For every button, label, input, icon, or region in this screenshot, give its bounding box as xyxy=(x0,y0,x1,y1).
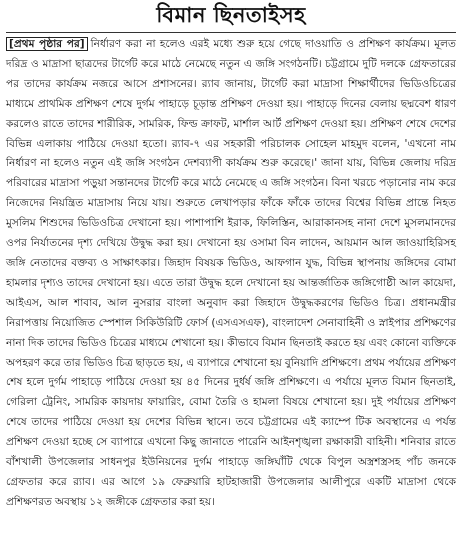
article-body xyxy=(6,35,456,513)
article-text: নির্ধারণ করা না হলেও এরই মধ্যে শুরু হয়ে গেছে দাওয়াতি ও প্রশিক্ষণ কার্যক্রম। মূলত দরিদ্র ও মাদ্রাসা ছাত্রদের টার্গেট করে মাঠে নেমেছে নতুন এ জঙ্গি সংগঠনটি। চট্টগ্রামে দুটি দলকে গ্রেফতারের পর তাদের কার্যক্রম নজরে আসে প্রশাসনের। র‌্যাব জানায়, টার্গেট করা মাদ্রাসা শিক্ষার্থীদের ভিডিওচিত্রের মাধ্যমে প্রাথমিক প্রশিক্ষণ শেষে দুর্গম পাহাড়ে চূড়ান্ত প্রশিক্ষণ দেওয়া হয়। পাহাড়ে দিনের বেলায় ছদ্মবেশ ধারণ করলেও রাতে তাদের শারীরিক, সামরিক, ফিল্ড ক্রাফট, মার্শাল আর্ট প্রশিক্ষণ দেওয়া হয়। প্রশিক্ষণ শেষে দেশের বিভিন্ন এলাকায় পাঠিয়ে দেওয়া হতো। র‌্যাব-৭ এর সহকারী পরিচালক সোহেল মাহমুদ বলেন, 'এখনো নাম নির্ধারণ না হলেও নতুন এই জঙ্গি সংগঠন দেশব্যাপী কার্যক্রম শুরু করেছে।' জানা যায়, বিভিন্ন জেলায় দরিদ্র পরিবারের মাদ্রাসা পড়ুয়া সন্তানদের টার্গেট করে মাঠে নেমেছে এ জঙ্গি সংগঠন। বিনা খরচে পড়ানোর নাম করে নিজেদের নিয়ন্ত্রিত মাদ্রাসায় নিয়ে যায়। শুরুতে লেখাপড়ার ফাঁকে ফাঁকে তাদের বিশ্বের বিভিন্ন প্রান্তে নিহত মুসলিম শিশুদের ভিডিওচিত্র দেখানো হয়। পাশাপাশি ইরাক, ফিলিস্তিন, আরাকানসহ নানা দেশে মুসলমানদের ওপর নির্যাতনের দৃশ্য দেখিয়ে উদ্বুদ্ধ করা হয়। দেখানো হয় ওসামা বিন লাদেন, আয়মান আল জাওয়াহিরিসহ জঙ্গি নেতাদের বক্তব্য ও সাক্ষাৎকার। জিহাদ বিষয়ক ভিডিও, আফগান যুদ্ধ, বিভিন্ন স্থাপনায় জঙ্গিদের বোমা হামলার দৃশ্যও তাদের দেখানো হয়। এতে তারা উদ্বুদ্ধ হলে দেখানো হয় আন্তর্জাতিক জঙ্গিগোষ্ঠী আল কায়েদা, আইএস, আল শাবাব, আল নুসরার বাংলা অনুবাদ করা জিহাদে উদ্বুদ্ধকরণের ভিডিও চিত্র। প্রধানমন্ত্রীর নিরাপত্তায় নিয়োজিত স্পেশাল সিকিউরিটি ফোর্স (এসএসএফ), বাংলাদেশ সেনাবাহিনী ও স্নাইপার প্রশিক্ষণের নানা দিক তাদের ভিডিও চিত্রের মাধ্যমে শেখানো হয়। কীভাবে বিমান ছিনতাই করতে হয় এবং কোনো ব্যক্তিকে অপহরণ করে তার ভিডিও চিত্র ছাড়তে হয়, এ ব্যাপারে শেখানো হয় বুনিয়াদি প্রশিক্ষণে। প্রথম পর্যায়ের প্রশিক্ষণ শেষ হলে দুর্গম পাহাড়ে পাঠিয়ে দেওয়া হয় ৪৫ দিনের দুর্ধর্ষ জঙ্গি প্রশিক্ষণে। এ পর্যায়ে মূলত বিমান ছিনতাই, গেরিলা ট্রেনিং, সামরিক কায়দায় ফায়ারিং, বোমা তৈরি ও হামলা বিষয়ে শেখানো হয়। দুই পর্যায়ের প্রশিক্ষণ শেষে তাদের পাঠিয়ে দেওয়া হয় দেশের বিভিন্ন স্থানে। তবে চট্টগ্রামের এই ক্যাম্পে টিক অবস্থানের এ পর্যন্ত প্রশিক্ষণ দেওয়া হচ্ছে সে ব্যাপারে এখনো কিছু জানাতে পারেনি আইনশৃঙ্খলা রক্ষাকারী বাহিনী। শনিবার রাতে বাঁশখালী উপজেলার সাধনপুর ইউনিয়নের দুর্গম পাহাড়ে জঙ্গিঘাঁটি থেকে বিপুল অস্ত্রশস্ত্রসহ পাঁচ জনকে গ্রেফতার করে র‌্যাব। এর আগে ১৯ ফেব্রুয়ারি হাটহাজারী উপজেলার আলীপুরে একটি মাদ্রাসা থেকে প্রশিক্ষণরত অবস্থায় ১২ জঙ্গীকে গ্রেফতার করা হয়। xyxy=(6,38,456,508)
continued-from-label: [প্রথম পৃষ্ঠার পর] xyxy=(6,37,88,51)
headline: বিমান ছিনতাইসহ xyxy=(156,2,306,27)
headline-divider xyxy=(6,32,456,33)
